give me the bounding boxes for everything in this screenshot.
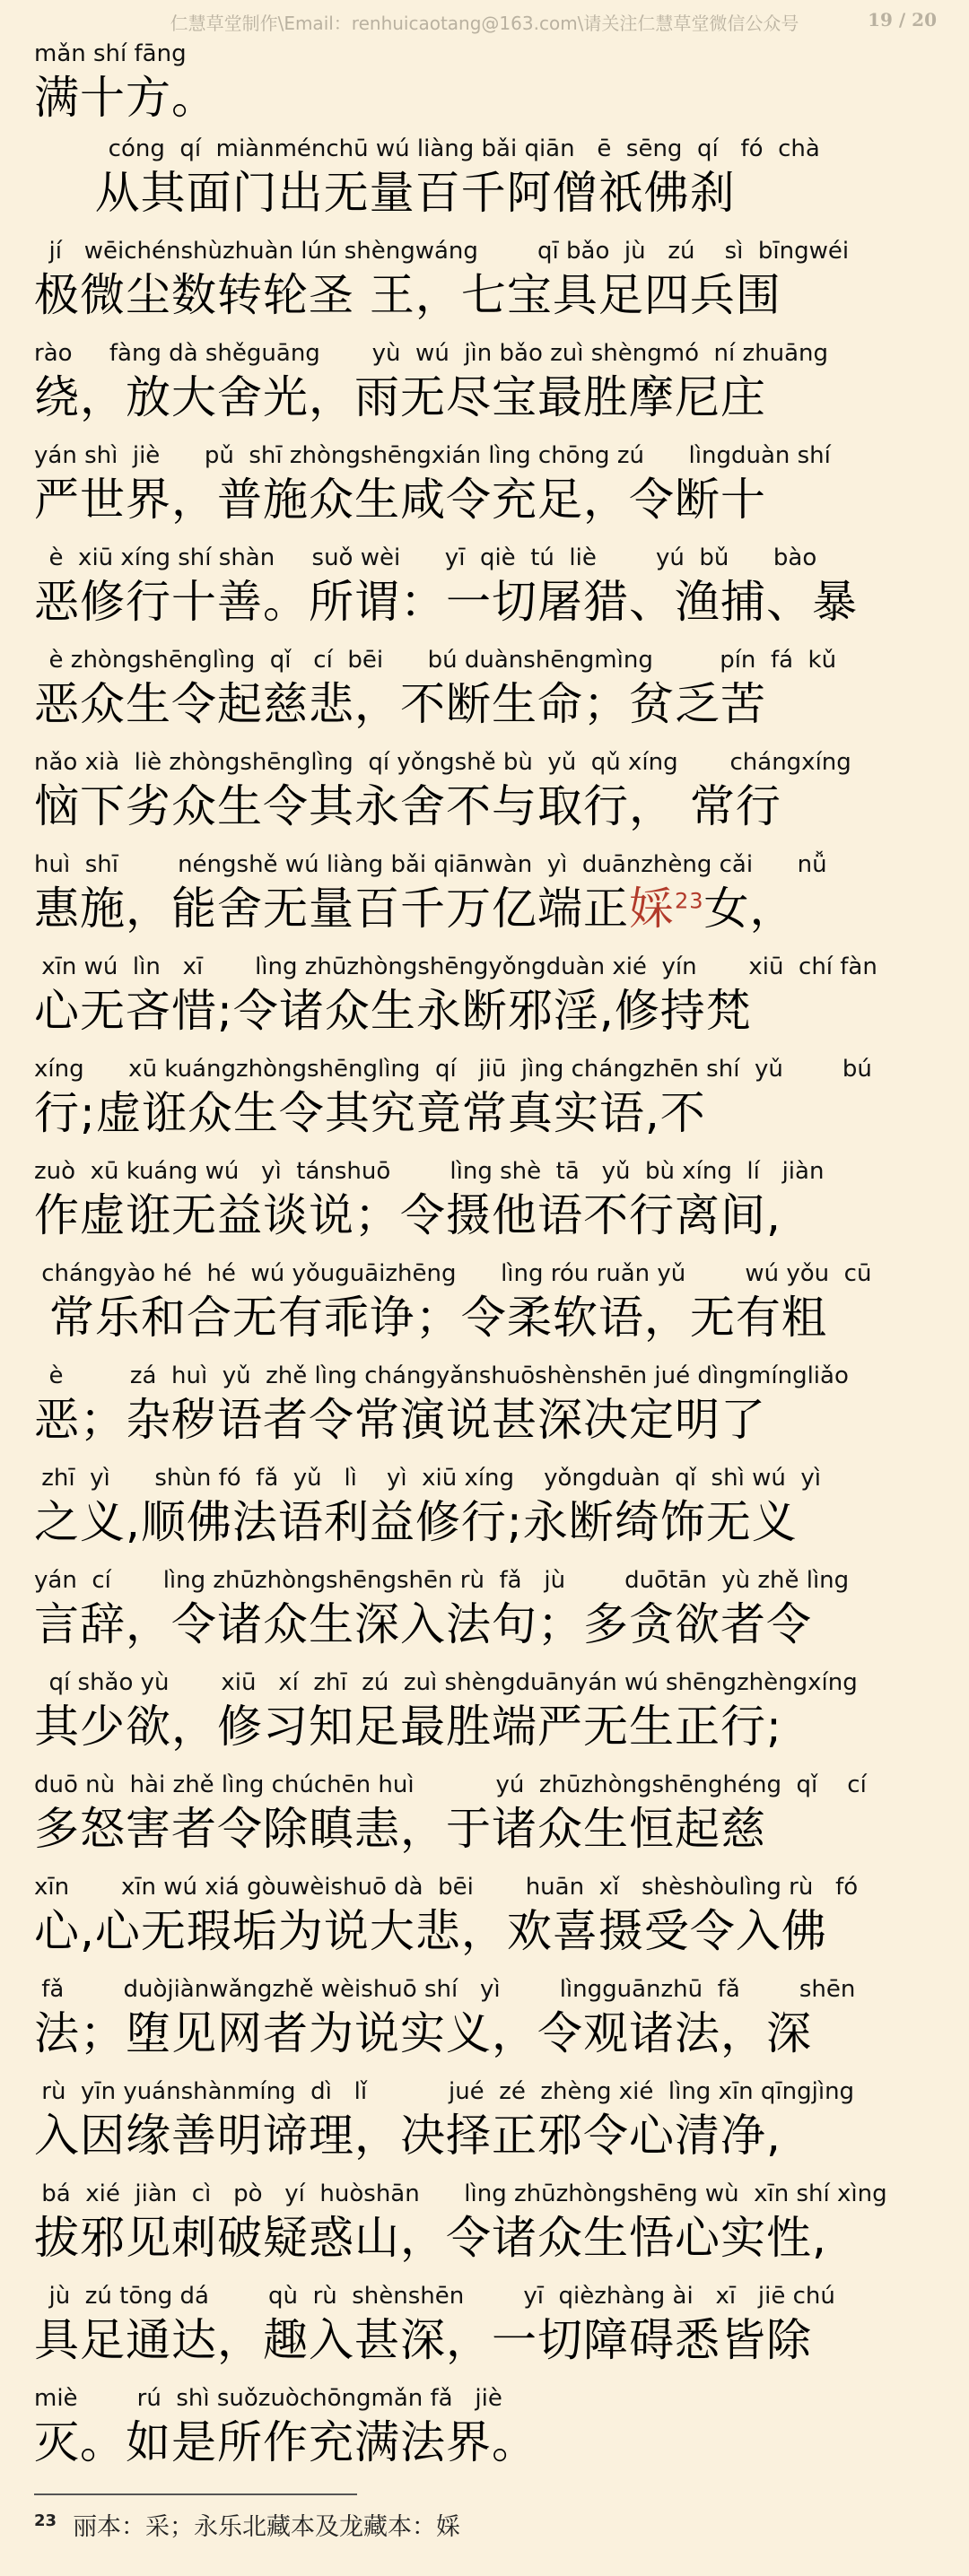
text-line — [34, 1362, 940, 1464]
pinyin-row: duō nù hài zhě lìng chúchēn huì yú zhūzhòngshēnghéng qǐ cí — [34, 1771, 867, 1798]
hanzi-text: 恶；杂秽语者令常演说甚深决定明了 — [34, 1394, 766, 1446]
pinyin-row: è zá huì yǔ zhě lìng chángyǎnshuōshènshēn jué dìngmíngliǎo — [34, 1362, 849, 1389]
hanzi-text: 常乐和合无有乖诤；令柔软语，无有粗 — [34, 1292, 827, 1344]
hanzi-text: 极微尘数转轮圣 王，七宝具足四兵围 — [34, 269, 781, 321]
footnote — [34, 2507, 942, 2542]
pinyin-row: yán cí lìng zhūzhòngshēngshēn rù fǎ jù duōtān yù zhě lìng — [34, 1567, 850, 1594]
text-line — [34, 2077, 940, 2180]
hanzi-row — [34, 2312, 940, 2368]
hanzi-text: 恶修行十善。所谓：一切屠猎、渔捕、暴 — [34, 576, 858, 628]
pinyin-row: xíng xū kuángzhòngshēnglìng qí jiū jìng chángzhēn shí yǔ bú — [34, 1056, 872, 1083]
footnote-ref[interactable]: 23 — [675, 888, 704, 914]
text-line — [34, 2282, 940, 2384]
pinyin-row: jù zú tōng dá qù rù shènshēn yī qièzhàng ài xī jiē chú — [34, 2283, 835, 2310]
pinyin-row: xīn xīn wú xiá gòuwèishuō dà bēi huān xǐ shèshòulìng rù fó — [34, 1874, 859, 1901]
hanzi-text: 法；堕见网者为说实义，令观诸法，深 — [34, 2007, 812, 2059]
hanzi-row — [34, 881, 940, 936]
pinyin-row: miè rú shì suǒzuòchōngmǎn fǎ jiè — [34, 2385, 502, 2412]
hanzi-row — [34, 1188, 940, 1243]
pinyin-row: nǎo xià liè zhòngshēnglìng qí yǒngshě bù yǔ qǔ xíng chángxíng — [34, 749, 851, 776]
text-line — [34, 1055, 940, 1157]
hanzi-row — [34, 1903, 940, 1959]
hanzi-row — [34, 370, 940, 425]
hanzi-row — [34, 574, 940, 630]
pinyin-row: rù yīn yuánshànmíng dì lǐ jué zé zhèng xié lìng xīn qīngjìng — [34, 2078, 855, 2105]
footnote-number: 23 — [34, 2511, 57, 2530]
text-line — [34, 1771, 940, 1873]
hanzi-text-tail: 女， — [703, 883, 796, 935]
hanzi-row — [34, 779, 940, 834]
scripture-body — [34, 39, 940, 2486]
hanzi-text: 言辞，令诸众生深入法句；多贪欲者令 — [34, 1598, 812, 1650]
text-line — [34, 1566, 940, 1668]
pinyin-row: jí wēichénshùzhuàn lún shèngwáng qī bǎo jù zú sì bīngwéi — [34, 238, 850, 265]
hanzi-text: 拔邪见刺破疑惑山，令诸众生悟心实性, — [34, 2212, 827, 2264]
text-line — [34, 1259, 940, 1362]
hanzi-row — [34, 983, 940, 1039]
hanzi-text: 恶众生令起慈悲，不断生命；贫乏苦 — [34, 678, 766, 730]
hanzi-text: 具足通达，趣入甚深，一切障碍悉皆除 — [34, 2314, 812, 2366]
pinyin-row: rào fàng dà shěguāng yù wú jìn bǎo zuì shèngmó ní zhuāng — [34, 340, 828, 367]
text-line — [34, 339, 940, 441]
hanzi-text: 多怒害者令除瞋恚，于诸众生恒起慈 — [34, 1803, 766, 1855]
text-line — [34, 135, 940, 237]
hanzi-row — [34, 70, 940, 126]
hanzi-row — [34, 1290, 940, 1345]
text-line — [34, 544, 940, 646]
pinyin-row: zuò xū kuáng wú yì tánshuō lìng shè tā yǔ bù xíng lí jiàn — [34, 1158, 825, 1185]
hanzi-text: 惠施，能舍无量百千万亿端正 — [34, 883, 629, 935]
hanzi-row — [34, 2210, 940, 2266]
hanzi-text: 绕，放大舍光，雨无尽宝最胜摩尼庄 — [34, 371, 766, 423]
pinyin-row: è zhòngshēnglìng qǐ cí bēi bú duànshēngmìng pín fá kǔ — [34, 647, 837, 674]
hanzi-row — [34, 165, 940, 221]
hanzi-text: 满十方。 — [34, 72, 217, 124]
text-line — [34, 441, 940, 544]
text-line — [34, 2384, 940, 2486]
pinyin-row: è xiū xíng shí shàn suǒ wèi yī qiè tú liè yú bǔ bào — [34, 544, 817, 571]
text-line — [34, 850, 940, 953]
text-line — [34, 1464, 940, 1566]
pinyin-row: xīn wú lìn xī lìng zhūzhòngshēngyǒngduàn xié yín xiū chí fàn — [34, 953, 877, 980]
text-line — [34, 1873, 940, 1975]
hanzi-text: 之义,顺佛法语利益修行;永断绮饰无义 — [34, 1496, 798, 1548]
text-line — [34, 1975, 940, 2077]
text-line — [34, 39, 940, 135]
hanzi-text: 恼下劣众生令其永舍不与取行， 常行 — [34, 780, 781, 832]
variant-character: 婇 — [629, 883, 675, 935]
hanzi-row — [34, 472, 940, 527]
pinyin-row: huì shī néngshě wú liàng bǎi qiānwàn yì duānzhèng cǎi nǚ — [34, 851, 827, 878]
text-line — [34, 646, 940, 748]
hanzi-text: 灭。如是所作充满法界。 — [34, 2416, 537, 2468]
footnote-divider — [34, 2493, 357, 2495]
pinyin-row: fǎ duòjiànwǎngzhě wèishuō shí yì lìngguānzhū fǎ shēn — [34, 1976, 856, 2003]
pinyin-row: bá xié jiàn cì pò yí huòshān lìng zhūzhòngshēng wù xīn shí xìng — [34, 2180, 887, 2207]
header-bar — [0, 0, 969, 43]
text-line — [34, 1157, 940, 1259]
hanzi-row — [34, 676, 940, 732]
hanzi-text: 心无吝惜;令诸众生永断邪淫,修持梵 — [34, 985, 752, 1037]
hanzi-row — [34, 1699, 940, 1754]
hanzi-text: 入因缘善明谛理，决择正邪令心清净, — [34, 2110, 781, 2162]
hanzi-text: 心,心无瑕垢为说大悲，欢喜摄受令入佛 — [34, 1905, 827, 1957]
footnote-text: 丽本：采；永乐北藏本及龙藏本：婇 — [73, 2513, 461, 2541]
header-watermark: 仁慧草堂制作\Email：renhuicaotang@163.com\请关注仁慧草堂微信公众号 — [170, 13, 799, 34]
pinyin-row: zhī yì shùn fó fǎ yǔ lì yì xiū xíng yǒngduàn qǐ shì wú yì — [34, 1465, 821, 1492]
pinyin-row: cóng qí miànménchū wú liàng bǎi qiān ē sēng qí fó chà — [34, 135, 820, 162]
hanzi-row — [34, 2006, 940, 2061]
hanzi-row — [34, 1597, 940, 1652]
pinyin-row: chángyào hé hé wú yǒuguāizhēng lìng róu ruǎn yǔ wú yǒu cū — [34, 1260, 872, 1287]
hanzi-row — [34, 2415, 940, 2470]
pinyin-row: qí shǎo yù xiū xí zhī zú zuì shèngduānyán wú shēngzhèngxíng — [34, 1669, 858, 1696]
text-line — [34, 2180, 940, 2282]
hanzi-row — [34, 2108, 940, 2163]
hanzi-text: 其少欲，修习知足最胜端严无生正行; — [34, 1701, 782, 1753]
text-line — [34, 1668, 940, 1771]
hanzi-row — [34, 1085, 940, 1141]
hanzi-text: 行;虚诳众生令其究竟常真实语,不 — [34, 1087, 706, 1139]
hanzi-text: 严世界，普施众生咸令充足，令断十 — [34, 474, 766, 526]
hanzi-row — [34, 267, 940, 323]
hanzi-row — [34, 1801, 940, 1857]
hanzi-text: 从其面门出无量百千阿僧祇佛刹 — [34, 167, 736, 219]
text-line — [34, 237, 940, 339]
text-line — [34, 953, 940, 1055]
hanzi-row — [34, 1494, 940, 1550]
hanzi-row — [34, 1392, 940, 1448]
pinyin-row: mǎn shí fāng — [34, 40, 187, 67]
hanzi-text: 作虚诳无益谈说；令摄他语不行离间, — [34, 1189, 781, 1241]
page-number: 19 / 20 — [868, 9, 937, 30]
pinyin-row: yán shì jiè pǔ shī zhòngshēngxián lìng chōng zú lìngduàn shí — [34, 442, 831, 469]
text-line — [34, 748, 940, 850]
